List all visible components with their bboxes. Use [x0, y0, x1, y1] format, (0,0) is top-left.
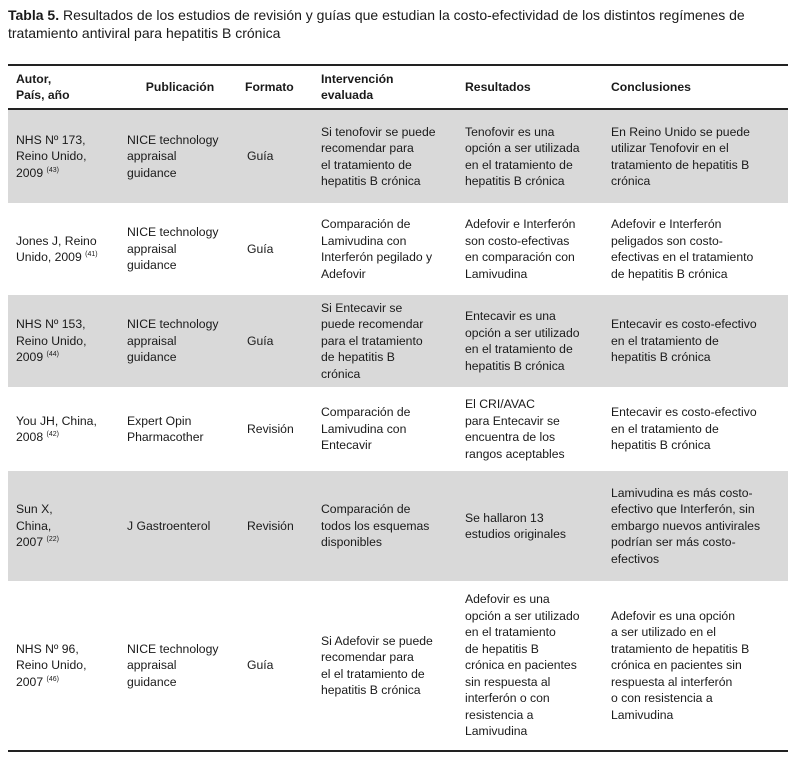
cell-resultados: El CRI/AVAC para Entecavir se encuentra de los rangos aceptables [465, 397, 565, 461]
cell-formato: Guía [247, 241, 274, 256]
cell-resultados: Se hallaron 13 estudios originales [457, 471, 603, 581]
cell-formato: Revisión [247, 421, 294, 436]
cell-autor [8, 581, 119, 751]
table-row [8, 109, 788, 203]
caption-text: Resultados de los estudios de revisión y guías que estudian la costo-efectividad de los distintos regímenes de tratamiento antiviral para hepatitis B crónica [8, 7, 745, 41]
table-caption [8, 6, 788, 42]
cell-intervencion: Si Adefovir se puede recomendar para el el tratamiento de hepatitis B crónica [321, 633, 433, 697]
header-autor: Autor, País, año [16, 71, 70, 102]
cell-conclusiones: Entecavir es costo-efectivo en el tratamiento de hepatitis B crónica [603, 295, 788, 387]
reference-number: (44) [46, 351, 59, 359]
cell-autor [8, 295, 119, 387]
autor-text: NHS Nº 96, Reino Unido, 2007 [16, 641, 87, 689]
reference-number: (43) [46, 166, 59, 174]
cell-conclusiones: Lamivudina es más costo- efectivo que Interferón, sin embargo nuevos antivirales podrían ser más costo- efectivos [603, 471, 788, 581]
cell-resultados: Adefovir e Interferón son costo-efectivas en comparación con Lamivudina [465, 217, 576, 281]
header-resultados: Resultados [465, 79, 531, 94]
autor-text: Sun X, China, 2007 [16, 502, 53, 550]
reference-number: (46) [46, 675, 59, 683]
cell-publicacion: NICE technology appraisal guidance [127, 225, 219, 273]
reference-number: (42) [46, 430, 59, 438]
autor-text: NHS Nº 153, Reino Unido, 2009 [16, 317, 87, 365]
cell-formato: Guía [247, 658, 274, 673]
table-row [8, 581, 788, 751]
cell-intervencion: Comparación de todos los esquemas disponibles [313, 471, 457, 581]
cell-intervencion: Si Entecavir se puede recomendar para el tratamiento de hepatitis B crónica [313, 295, 457, 387]
cell-autor [8, 471, 119, 581]
table-row [8, 471, 788, 581]
cell-autor [8, 387, 119, 471]
cell-autor [8, 203, 119, 295]
autor-text: Jones J, Reino Unido, 2009 [16, 233, 97, 264]
cell-resultados: Tenofovir es una opción a ser utilizada en el tratamiento de hepatitis B crónica [457, 109, 603, 203]
cell-conclusiones: Adefovir es una opción a ser utilizado en el tratamiento de hepatitis B crónica en pacientes sin respuesta al interferón o con resistencia a Lamivudina [611, 608, 750, 722]
cell-conclusiones: Adefovir e Interferón peligados son costo- efectivas en el tratamiento de hepatitis B crónica [611, 217, 754, 281]
header-conclusiones: Conclusiones [611, 79, 691, 94]
cell-conclusiones: Entecavir es costo-efectivo en el tratamiento de hepatitis B crónica [611, 405, 757, 453]
cell-publicacion: NICE technology appraisal guidance [119, 295, 237, 387]
cell-publicacion: Expert Opin Pharmacother [127, 413, 204, 444]
cell-formato: Revisión [237, 471, 313, 581]
cell-resultados: Entecavir es una opción a ser utilizado en el tratamiento de hepatitis B crónica [457, 295, 603, 387]
cell-autor [8, 109, 119, 203]
cell-intervencion: Comparación de Lamivudina con Interferón pegilado y Adefovir [321, 217, 433, 281]
cell-resultados: Adefovir es una opción a ser utilizado en el tratamiento de hepatitis B crónica en pacientes sin respuesta al interferón o con resistencia a Lamivudina [465, 592, 580, 739]
table-row [8, 295, 788, 387]
autor-text: NHS Nº 173, Reino Unido, 2009 [16, 132, 87, 180]
cell-conclusiones: En Reino Unido se puede utilizar Tenofovir en el tratamiento de hepatitis B crónica [603, 109, 788, 203]
autor-text: You JH, China, 2008 [16, 413, 97, 444]
header-intervencion: Intervención evaluada [321, 71, 394, 102]
header-publicacion: Publicación [145, 79, 215, 94]
results-table [8, 64, 788, 752]
cell-intervencion: Si tenofovir se puede recomendar para el tratamiento de hepatitis B crónica [313, 109, 457, 203]
table-row [8, 203, 788, 295]
reference-number: (41) [85, 250, 98, 258]
reference-number: (22) [46, 536, 59, 544]
header-formato: Formato [245, 79, 294, 94]
cell-publicacion: NICE technology appraisal guidance [127, 641, 219, 689]
cell-formato: Guía [237, 109, 313, 203]
cell-publicacion: NICE technology appraisal guidance [119, 109, 237, 203]
cell-intervencion: Comparación de Lamivudina con Entecavir [321, 405, 411, 453]
table-header-row [8, 65, 788, 109]
table-row [8, 387, 788, 471]
cell-formato: Guía [237, 295, 313, 387]
cell-publicacion: J Gastroenterol [119, 471, 237, 581]
caption-label: Tabla 5. [8, 7, 60, 23]
